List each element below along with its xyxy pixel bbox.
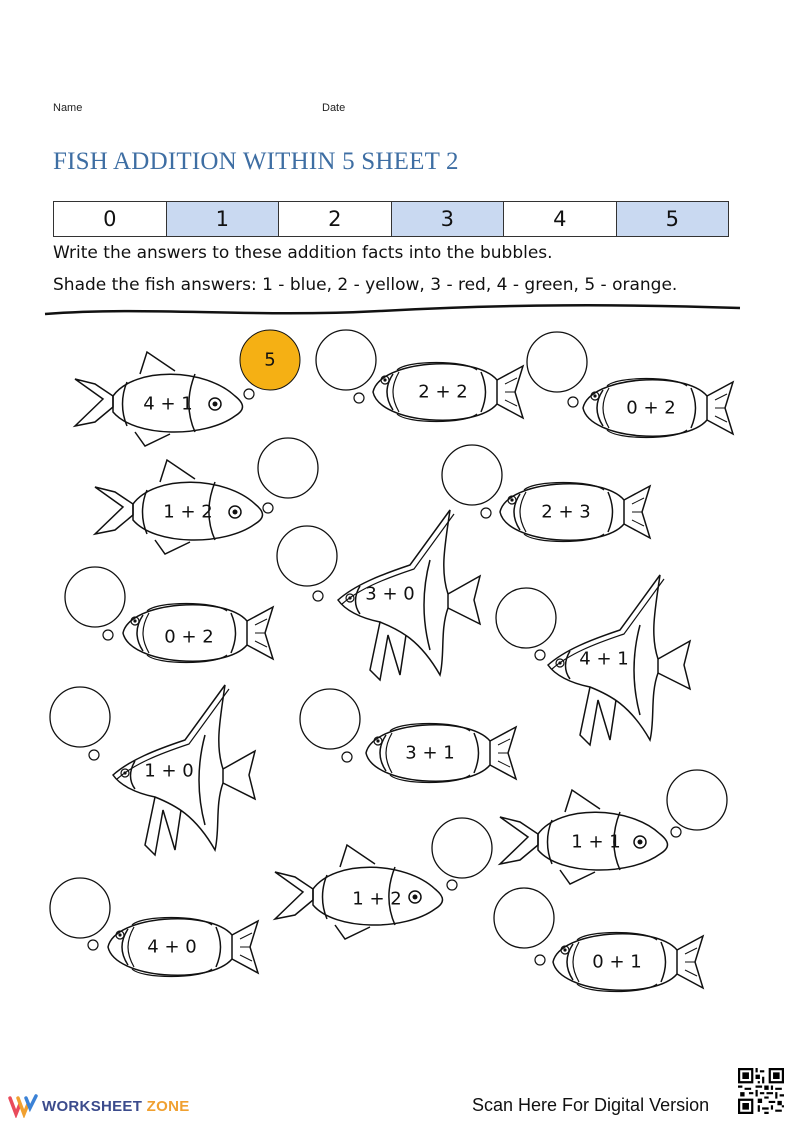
number-cell: 3	[392, 202, 505, 236]
fish-expression: 1 + 2	[352, 888, 402, 910]
fish-angel	[338, 510, 480, 680]
small-bubble	[103, 630, 113, 640]
answer-bubble[interactable]	[494, 888, 554, 948]
fish-expression: 3 + 1	[405, 742, 455, 764]
small-bubble	[535, 650, 545, 660]
qr-code-icon[interactable]	[738, 1068, 784, 1114]
fish-goldfish	[95, 460, 263, 554]
small-bubble	[244, 389, 254, 399]
fish-expression: 2 + 3	[541, 501, 591, 523]
answer-bubble[interactable]	[432, 818, 492, 878]
worksheetzone-w-icon	[8, 1094, 38, 1118]
small-bubble	[342, 752, 352, 762]
fish-round	[123, 604, 273, 663]
fish-round	[108, 918, 258, 977]
fish-round	[583, 379, 733, 438]
page-title: FISH ADDITION WITHIN 5 SHEET 2	[53, 148, 459, 175]
instruction-line-1: Write the answers to these addition facts into the bubbles.	[53, 243, 553, 263]
number-cell: 2	[279, 202, 392, 236]
fish-round	[366, 724, 516, 783]
small-bubble	[535, 955, 545, 965]
fish-round	[500, 483, 650, 542]
fish-expression: 1 + 2	[163, 501, 213, 523]
number-cell: 4	[504, 202, 617, 236]
small-bubble	[88, 940, 98, 950]
name-label: Name	[53, 102, 83, 114]
water-line	[45, 305, 740, 314]
logo-word-1: WORKSHEET	[42, 1097, 143, 1115]
number-cell: 1	[167, 202, 280, 236]
answer-bubble[interactable]	[667, 770, 727, 830]
fish-round	[553, 933, 703, 992]
logo-text	[42, 1098, 190, 1115]
fish-angel	[113, 685, 255, 855]
answer-bubble[interactable]	[277, 526, 337, 586]
fish-expression: 4 + 1	[143, 393, 193, 415]
answer-bubble[interactable]	[50, 687, 110, 747]
fish-goldfish	[500, 790, 668, 884]
fish-angel	[548, 575, 690, 745]
fish-goldfish	[275, 845, 443, 939]
fish-goldfish	[75, 352, 243, 446]
small-bubble	[354, 393, 364, 403]
fish-expression: 4 + 0	[147, 936, 197, 958]
small-bubble	[447, 880, 457, 890]
answer-text: 5	[264, 349, 276, 371]
answer-bubble[interactable]	[50, 878, 110, 938]
worksheetzone-logo	[8, 1094, 190, 1118]
answer-bubble[interactable]	[300, 689, 360, 749]
answer-bubble[interactable]	[527, 332, 587, 392]
fish-expression: 0 + 1	[592, 951, 642, 973]
fish-expression: 4 + 1	[579, 648, 629, 670]
answer-bubble[interactable]	[258, 438, 318, 498]
small-bubble	[89, 750, 99, 760]
small-bubble	[263, 503, 273, 513]
answer-bubble[interactable]	[316, 330, 376, 390]
scan-text: Scan Here For Digital Version	[472, 1095, 710, 1115]
instruction-line-2: Shade the fish answers: 1 - blue, 2 - yellow, 3 - red, 4 - green, 5 - orange.	[53, 275, 678, 295]
fish-expression: 0 + 2	[164, 626, 214, 648]
number-cell: 0	[54, 202, 167, 236]
fish-expression: 1 + 1	[571, 831, 621, 853]
small-bubble	[568, 397, 578, 407]
fish-expression: 2 + 2	[418, 381, 468, 403]
small-bubble	[313, 591, 323, 601]
number-cell: 5	[617, 202, 729, 236]
small-bubble	[481, 508, 491, 518]
answer-bubble[interactable]	[442, 445, 502, 505]
fish-round	[373, 363, 523, 422]
date-label: Date	[322, 102, 346, 114]
fish-expression: 0 + 2	[626, 397, 676, 419]
logo-word-2: ZONE	[146, 1097, 190, 1115]
fish-expression: 3 + 0	[365, 583, 415, 605]
answer-bubble[interactable]	[496, 588, 556, 648]
small-bubble	[671, 827, 681, 837]
fish-expression: 1 + 0	[144, 760, 194, 782]
answer-bubble[interactable]	[65, 567, 125, 627]
